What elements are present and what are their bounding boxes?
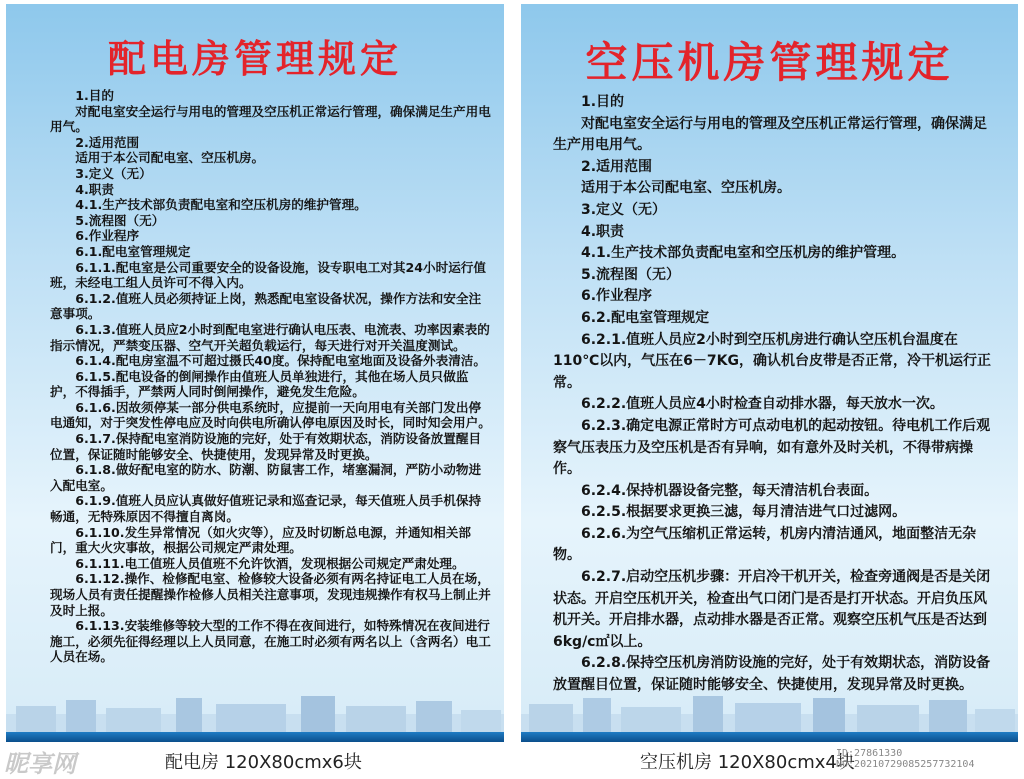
- regulation-paragraph: 对配电室安全运行与用电的管理及空压机正常运行管理，确保满足生产用电用气。: [50, 103, 491, 135]
- regulation-paragraph: 6.2.7.启动空压机步骤：开启冷干机开关，检查旁通阀是否是关闭状态。开启空压机开关，检查出气口闭门是否是打开状态。开启负压风机开关。开启排水器，点动排水器是否正常。观察空压机气压是否达到6kg/c㎡以上。: [553, 569, 991, 650]
- regulation-paragraph: 1.目的: [75, 88, 114, 103]
- regulation-paragraph: 6.1.5.配电设备的倒闸操作由值班人员单独进行，其他在场人员只做监护，不得插手，严禁两人同时倒闸操作，避免发生危险。: [50, 368, 469, 400]
- regulation-paragraph: 6.2.5.根据要求更换三滤，每月清洁进气口过滤网。: [581, 504, 907, 521]
- regulation-paragraph: 4.1.生产技术部负责配电室和空压机房的维护管理。: [75, 197, 367, 213]
- regulation-paragraph: 1.目的: [581, 94, 625, 110]
- regulation-paragraph: 6.1.9.值班人员应认真做好值班记录和巡查记录，每天值班人员手机保持畅通，无特殊原因不得擅自离岗。: [50, 493, 482, 525]
- regulation-paragraph: 6.2.3.确定电源正常时方可点动电机的起动按钮。待电机工作后观察气压表压力及空压机是否有异响，如有意外及时关机，不得带病操作。: [553, 417, 991, 478]
- regulation-paragraph: 6.1.12.操作、检修配电室、检修较大设备必须有两名持证电工人员在场，现场人员有责任提醒操作检修人员相关注意事项，发现违规操作有权马上制止并及时上报。: [50, 571, 491, 618]
- regulation-paragraph: 6.2.8.保持空压机房消防设施的完好，处于有效期状态，消防设备放置醒目位置，保证随时能够安全、快捷使用，发现异常及时更换。: [553, 655, 991, 694]
- regulation-paragraph: 6.作业程序: [581, 288, 653, 305]
- watermark-logo: 昵享网: [4, 750, 76, 778]
- regulation-paragraph: 6.2.6.为空气压缩机正常运转，机房内清洁通风，地面整洁无杂物。: [553, 525, 977, 564]
- regulation-paragraph: 3.定义（无）: [581, 201, 667, 218]
- regulation-paragraph: 6.1.2.值班人员必须持证上岗，熟悉配电室设备状况，操作方法和安全注意事项。: [50, 290, 482, 322]
- right-board-title: 空压机房管理规定: [585, 38, 954, 87]
- regulation-paragraph: 6.2.4.保持机器设备完整，每天清洁机台表面。: [581, 482, 879, 499]
- regulation-paragraph: 6.1.7.保持配电室消防设施的完好，处于有效期状态，消防设备放置醒目位置，保证随时能够安全、快捷使用，发现异常及时更换。: [50, 431, 482, 462]
- regulation-paragraph: 6.2.配电室管理规定: [581, 309, 710, 326]
- regulation-paragraph: 6.1.8.做好配电室的防水、防潮、防鼠害工作，堵塞漏洞，严防小动物进入配电室。: [50, 462, 482, 493]
- city-skyline-graphic: [6, 692, 504, 734]
- regulation-paragraph: 6.1.配电室管理规定: [75, 243, 191, 259]
- regulation-paragraph: 2.适用范围: [75, 134, 140, 150]
- right-bottom-strip: [521, 732, 1018, 742]
- watermark-id: ID:27861330 NO:20210729085257732104: [836, 748, 975, 770]
- regulation-paragraph: 对配电室安全运行与用电的管理及空压机正常运行管理，确保满足生产用电用气。: [553, 115, 987, 154]
- regulation-paragraph: 3.定义（无）: [75, 165, 152, 181]
- regulation-paragraph: 6.1.4.配电房室温不可超过摄氏40度。保持配电室地面及设备外表清洁。: [75, 353, 486, 369]
- city-skyline-graphic: [521, 692, 1018, 734]
- right-board: [521, 4, 1018, 742]
- left-board: [6, 4, 504, 742]
- left-board-body: [50, 88, 492, 665]
- regulation-paragraph: 2.适用范围: [581, 158, 653, 175]
- right-caption: 空压机房 120X80cmx4块: [640, 752, 855, 773]
- left-caption: 配电房 120X80cmx6块: [165, 752, 362, 773]
- regulation-paragraph: 4.职责: [75, 181, 114, 197]
- regulation-paragraph: 适用于本公司配电室、空压机房。: [75, 150, 265, 166]
- regulation-paragraph: 6.2.1.值班人员应2小时到空压机房进行确认空压机台温度在110℃以内，气压在6－7KG，确认机台皮带是否正常，冷干机运行正常。: [553, 331, 991, 391]
- regulation-paragraph: 6.作业程序: [75, 228, 140, 244]
- regulation-paragraph: 6.1.3.值班人员应2小时到配电室进行确认电压表、电流表、功率因素表的指示情况，严禁变压器、空气开关超负载运行，每天进行对开关温度测试。: [50, 321, 490, 353]
- regulation-paragraph: 适用于本公司配电室、空压机房。: [581, 180, 791, 197]
- left-board-title: 配电房管理规定: [107, 37, 402, 81]
- regulation-paragraph: 6.1.1.配电室是公司重要安全的设备设施，设专职电工对其24小时运行值班，未经电工组人员许可不得入内。: [50, 259, 486, 291]
- regulation-paragraph: 5.流程图（无）: [75, 212, 165, 228]
- right-board-body: [553, 92, 998, 697]
- regulation-paragraph: 4.1.生产技术部负责配电室和空压机房的维护管理。: [581, 245, 906, 262]
- regulation-paragraph: 6.1.6.因故须停某一部分供电系统时，应提前一天向用电有关部门发出停电通知，对于突发性停电应及时向供电所确认停电原因及时长，同时知会用户。: [50, 399, 491, 431]
- regulation-paragraph: 6.1.13.安装维修等较大型的工作不得在夜间进行，如特殊情况在夜间进行施工，必须先征得经理以上人员同意，在施工时必须有两名以上（含两名）电工人员在场。: [50, 618, 491, 665]
- regulation-paragraph: 6.2.2.值班人员应4小时检查自动排水器，每天放水一次。: [581, 396, 944, 413]
- regulation-paragraph: 6.1.10.发生异常情况（如火灾等），应及时切断总电源，并通知相关部门，重大火灾事故，根据公司规定严肃处理。: [50, 524, 471, 556]
- regulation-paragraph: 6.1.11.电工值班人员值班不允许饮酒，发现根据公司规定严肃处理。: [75, 555, 465, 571]
- left-bottom-strip: [6, 732, 504, 742]
- regulation-paragraph: 4.职责: [581, 223, 625, 240]
- regulation-paragraph: 5.流程图（无）: [581, 266, 681, 283]
